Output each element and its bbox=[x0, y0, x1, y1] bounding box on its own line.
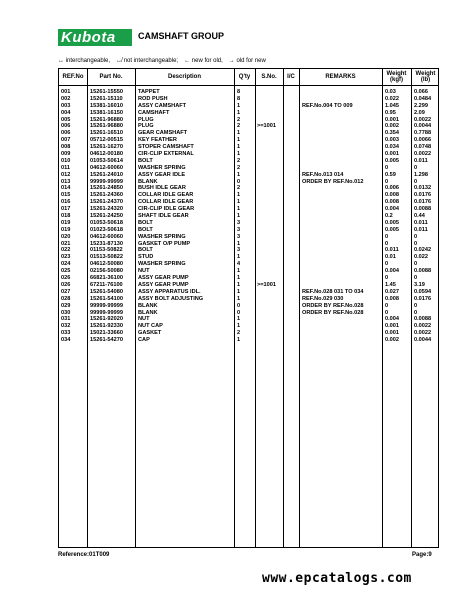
ref-cell: 023 bbox=[61, 254, 71, 261]
description-cell: CIR-CLIP EXTERNAL bbox=[138, 151, 194, 158]
ref-cell: 011 bbox=[61, 164, 71, 171]
part-no-cell: 15261-92020 bbox=[90, 316, 123, 323]
ref-cell: 014 bbox=[61, 185, 71, 192]
description-cell: ASSY GEAR PUMP bbox=[138, 281, 189, 288]
part-no-cell: 04612-50080 bbox=[90, 261, 123, 268]
weight-lb-cell: 0.011 bbox=[414, 157, 428, 164]
quantity-cell: 1 bbox=[237, 199, 241, 206]
quantity-cell: 3 bbox=[237, 247, 241, 254]
weight-kgf-cell: 0 bbox=[385, 302, 389, 309]
weight-kgf-cell: 0.005 bbox=[385, 157, 399, 164]
ref-cell: 013 bbox=[61, 178, 71, 185]
serial-no-cell: >=1001 bbox=[257, 123, 276, 130]
legend-not-interchangeable bbox=[116, 58, 178, 64]
description-cell: WASHER SPRING bbox=[138, 261, 186, 268]
part-no-cell: 15261-54080 bbox=[90, 288, 123, 295]
part-no-cell: 01053-50618 bbox=[90, 219, 123, 226]
header-description: Description bbox=[167, 74, 201, 80]
ref-cell: 024 bbox=[61, 261, 71, 268]
quantity-cell: 1 bbox=[237, 206, 241, 213]
weight-lb-cell: 0 bbox=[414, 240, 418, 247]
ref-cell: 025 bbox=[61, 268, 71, 275]
remarks-cell: ORDER BY REF.No.028 bbox=[302, 302, 364, 309]
weight-lb-cell: 0.7788 bbox=[414, 130, 432, 137]
description-cell: COLLAR IDLE GEAR bbox=[138, 199, 194, 206]
part-no-cell: 15261-24250 bbox=[90, 213, 123, 220]
part-no-cell: 99999-99999 bbox=[90, 178, 123, 185]
ref-cell: 028 bbox=[61, 295, 71, 302]
quantity-cell: 2 bbox=[237, 330, 241, 337]
table-row bbox=[59, 103, 438, 110]
description-cell: NUT CAP bbox=[138, 323, 163, 330]
description-cell: ASSY GEAR IDLE bbox=[138, 171, 186, 178]
table-row bbox=[59, 323, 438, 330]
ref-cell: 019 bbox=[61, 219, 71, 226]
quantity-cell: 1 bbox=[237, 281, 241, 288]
description-cell: CIR-CLIP IDLE GEAR bbox=[138, 206, 195, 213]
part-no-cell: 67211-76100 bbox=[90, 281, 123, 288]
description-cell: NUT bbox=[138, 316, 150, 323]
ref-cell: 012 bbox=[61, 171, 71, 178]
quantity-cell: 1 bbox=[237, 240, 241, 247]
description-cell: BLANK bbox=[138, 302, 158, 309]
part-no-cell: 01153-50822 bbox=[90, 247, 123, 254]
part-no-cell: 99999-99999 bbox=[90, 309, 123, 316]
weight-lb-cell: 0.0176 bbox=[414, 295, 432, 302]
page-number: Page:9 bbox=[412, 552, 432, 558]
part-no-cell: 15261-15110 bbox=[90, 95, 123, 102]
ref-cell: 021 bbox=[61, 240, 71, 247]
weight-kgf-cell: 0 bbox=[385, 261, 389, 268]
header-interchange: I/C bbox=[287, 74, 295, 80]
table-row bbox=[59, 117, 438, 124]
header-part-no: Part No. bbox=[99, 74, 123, 80]
header-quantity: Q'ty bbox=[238, 74, 251, 80]
ref-cell: 003 bbox=[61, 102, 71, 109]
description-cell: GASKET O/P PUMP bbox=[138, 240, 191, 247]
part-no-cell: 15261-96880 bbox=[90, 116, 123, 123]
ref-cell: 007 bbox=[61, 137, 71, 144]
ref-cell: 002 bbox=[61, 95, 71, 102]
weight-lb-cell: 0.0484 bbox=[414, 95, 432, 102]
ref-cell: 009 bbox=[61, 151, 71, 158]
quantity-cell: 0 bbox=[237, 178, 241, 185]
weight-kgf-cell: 0.002 bbox=[385, 337, 399, 344]
weight-kgf-cell: 0.354 bbox=[385, 130, 399, 137]
quantity-cell: 1 bbox=[237, 151, 241, 158]
description-cell: BOLT bbox=[138, 247, 153, 254]
header-weight-kgf: Weight (kgf) bbox=[386, 71, 407, 83]
kubota-logo: Kubota bbox=[58, 29, 132, 46]
description-cell: BOLT bbox=[138, 226, 153, 233]
weight-lb-cell: 2.09 bbox=[414, 109, 425, 116]
table-row bbox=[59, 130, 438, 137]
weight-lb-cell: 0.0022 bbox=[414, 323, 432, 330]
quantity-cell: 2 bbox=[237, 123, 241, 130]
table-row bbox=[59, 185, 438, 192]
part-no-cell: 05712-00515 bbox=[90, 137, 123, 144]
remarks-cell: REF.No.013 014 bbox=[302, 171, 344, 178]
description-cell: ASSY BOLT ADJUSTING bbox=[138, 295, 204, 302]
weight-lb-cell: 0 bbox=[414, 178, 418, 185]
description-cell: ASSY GEAR PUMP bbox=[138, 275, 189, 282]
interchange-legend bbox=[58, 58, 266, 64]
table-row bbox=[59, 316, 438, 323]
table-row bbox=[59, 151, 438, 158]
quantity-cell: 1 bbox=[237, 268, 241, 275]
weight-lb-cell: 0.0748 bbox=[414, 144, 432, 151]
weight-lb-cell: 0.44 bbox=[414, 213, 425, 220]
weight-lb-cell: 3.19 bbox=[414, 281, 425, 288]
ref-cell: 010 bbox=[61, 157, 71, 164]
quantity-cell: 1 bbox=[237, 337, 241, 344]
table-row bbox=[59, 137, 438, 144]
quantity-cell: 2 bbox=[237, 116, 241, 123]
table-row bbox=[59, 337, 438, 344]
quantity-cell: 1 bbox=[237, 213, 241, 220]
legend-text: not interchangeable; bbox=[123, 58, 179, 64]
weight-lb-cell: 1.298 bbox=[414, 171, 428, 178]
table-row bbox=[59, 110, 438, 117]
quantity-cell: 1 bbox=[237, 102, 241, 109]
weight-kgf-cell: 0.034 bbox=[385, 144, 399, 151]
quantity-cell: 3 bbox=[237, 219, 241, 226]
legend-interchangeable bbox=[58, 58, 110, 64]
legend-symbol: ↔ bbox=[58, 58, 64, 64]
part-no-cell: 15261-96880 bbox=[90, 123, 123, 130]
reference-code: Reference:01T009 bbox=[58, 552, 110, 558]
remarks-cell: REF.No.029 030 bbox=[302, 295, 344, 302]
table-row bbox=[59, 254, 438, 261]
part-no-cell: 01023-50618 bbox=[90, 226, 123, 233]
remarks-cell: ORDER BY REF.No.012 bbox=[302, 178, 364, 185]
quantity-cell: 1 bbox=[237, 275, 241, 282]
quantity-cell: 1 bbox=[237, 137, 241, 144]
ref-cell: 033 bbox=[61, 330, 71, 337]
description-cell: PLUG bbox=[138, 123, 154, 130]
table-row bbox=[59, 96, 438, 103]
ref-cell: 029 bbox=[61, 302, 71, 309]
weight-kgf-cell: 0.008 bbox=[385, 199, 399, 206]
weight-kgf-cell: 0.003 bbox=[385, 137, 399, 144]
weight-lb-cell: 0.011 bbox=[414, 219, 428, 226]
table-row bbox=[59, 310, 438, 317]
part-no-cell: 15261-54270 bbox=[90, 337, 123, 344]
part-no-cell: 15261-24360 bbox=[90, 192, 123, 199]
part-no-cell: 04612-60060 bbox=[90, 164, 123, 171]
table-row bbox=[59, 158, 438, 165]
part-no-cell: 15261-92330 bbox=[90, 323, 123, 330]
weight-kgf-cell: 0.03 bbox=[385, 89, 396, 95]
quantity-cell: 1 bbox=[237, 295, 241, 302]
table-row bbox=[59, 261, 438, 268]
weight-kgf-cell: 0.011 bbox=[385, 247, 399, 254]
weight-lb-cell: 0.0088 bbox=[414, 268, 432, 275]
weight-lb-cell: 0 bbox=[414, 309, 418, 316]
table-row bbox=[59, 89, 438, 96]
table-row bbox=[59, 123, 438, 130]
table-row bbox=[59, 330, 438, 337]
table-row bbox=[59, 268, 438, 275]
quantity-cell: 2 bbox=[237, 185, 241, 192]
part-no-cell: 15261-16270 bbox=[90, 144, 123, 151]
part-no-cell: 04612-00180 bbox=[90, 151, 123, 158]
table-row bbox=[59, 275, 438, 282]
table-row bbox=[59, 213, 438, 220]
ref-cell: 017 bbox=[61, 206, 71, 213]
weight-kgf-cell: 0.95 bbox=[385, 109, 396, 116]
ref-cell: 005 bbox=[61, 116, 71, 123]
weight-lb-cell: 0.0088 bbox=[414, 206, 432, 213]
weight-kgf-cell: 0.001 bbox=[385, 116, 399, 123]
quantity-cell: 1 bbox=[237, 316, 241, 323]
description-cell: ASSY APPARATUS IDL. bbox=[138, 288, 201, 295]
weight-kgf-cell: 0.008 bbox=[385, 295, 399, 302]
legend-text: interchangeable, bbox=[65, 58, 111, 64]
weight-kgf-cell: 0.004 bbox=[385, 206, 399, 213]
table-row bbox=[59, 172, 438, 179]
quantity-cell: 3 bbox=[237, 226, 241, 233]
quantity-cell: 1 bbox=[237, 144, 241, 151]
description-cell: CAP bbox=[138, 337, 150, 344]
quantity-cell: 0 bbox=[237, 302, 241, 309]
weight-lb-cell: 0.0132 bbox=[414, 185, 432, 192]
table-row bbox=[59, 234, 438, 241]
weight-lb-cell: 0.0022 bbox=[414, 330, 432, 337]
table-row bbox=[59, 206, 438, 213]
serial-no-cell: >=1001 bbox=[257, 281, 276, 288]
ref-cell: 032 bbox=[61, 323, 71, 330]
weight-kgf-cell: 0.005 bbox=[385, 219, 399, 226]
weight-lb-cell: 0.0044 bbox=[414, 337, 432, 344]
part-no-cell: 66821-36100 bbox=[90, 275, 123, 282]
ref-cell: 031 bbox=[61, 316, 71, 323]
part-no-cell: 15261-24320 bbox=[90, 206, 123, 213]
table-row bbox=[59, 289, 438, 296]
weight-lb-cell: 0 bbox=[414, 261, 418, 268]
quantity-cell: 2 bbox=[237, 164, 241, 171]
part-no-cell: 15261-24010 bbox=[90, 171, 123, 178]
ref-cell: 020 bbox=[61, 233, 71, 240]
part-no-cell: 15021-33660 bbox=[90, 330, 123, 337]
weight-kgf-cell: 0.001 bbox=[385, 151, 399, 158]
weight-lb-cell: 0 bbox=[414, 302, 418, 309]
table-row bbox=[59, 282, 438, 289]
description-cell: BLANK bbox=[138, 309, 158, 316]
weight-kgf-cell: 0.004 bbox=[385, 268, 399, 275]
table-row bbox=[59, 303, 438, 310]
description-cell: GEAR CAMSHAFT bbox=[138, 130, 188, 137]
table-row bbox=[59, 296, 438, 303]
weight-lb-cell: 2.299 bbox=[414, 102, 428, 109]
header-divider bbox=[59, 85, 438, 86]
weight-kgf-cell: 0.022 bbox=[385, 95, 399, 102]
table-row bbox=[59, 144, 438, 151]
table-row bbox=[59, 241, 438, 248]
table-row bbox=[59, 220, 438, 227]
part-no-cell: 15381-16010 bbox=[90, 102, 123, 109]
description-cell: CAMSHAFT bbox=[138, 109, 170, 116]
weight-kgf-cell: 0.2 bbox=[385, 213, 393, 220]
weight-kgf-cell: 0.01 bbox=[385, 254, 396, 261]
description-cell: TAPPET bbox=[138, 89, 160, 95]
weight-kgf-cell: 1.45 bbox=[385, 281, 396, 288]
header-ref-no: REF.No bbox=[62, 74, 84, 80]
weight-kgf-cell: 0 bbox=[385, 233, 389, 240]
part-no-cell: 15381-16150 bbox=[90, 109, 123, 116]
weight-kgf-cell: 0.002 bbox=[385, 123, 399, 130]
remarks-cell: REF.No.004 TO 009 bbox=[302, 102, 353, 109]
header-remarks: REMARKS bbox=[325, 74, 356, 80]
quantity-cell: 1 bbox=[237, 130, 241, 137]
weight-kgf-cell: 0.005 bbox=[385, 226, 399, 233]
table-row bbox=[59, 227, 438, 234]
quantity-cell: 4 bbox=[237, 261, 241, 268]
weight-lb-cell: 0.022 bbox=[414, 254, 428, 261]
weight-lb-cell: 0.066 bbox=[414, 89, 428, 95]
part-no-cell: 04612-60060 bbox=[90, 233, 123, 240]
remarks-cell: REF.No.028 031 TO 034 bbox=[302, 288, 364, 295]
quantity-cell: 0 bbox=[237, 309, 241, 316]
ref-cell: 016 bbox=[61, 199, 71, 206]
part-no-cell: 99999-99999 bbox=[90, 302, 123, 309]
weight-lb-cell: 0.0242 bbox=[414, 247, 432, 254]
ref-cell: 027 bbox=[61, 288, 71, 295]
weight-kgf-cell: 0.006 bbox=[385, 185, 399, 192]
weight-lb-cell: 0.0594 bbox=[414, 288, 432, 295]
table-row bbox=[59, 247, 438, 254]
table-row bbox=[59, 165, 438, 172]
weight-lb-cell: 0 bbox=[414, 233, 418, 240]
description-cell: COLLAR IDLE GEAR bbox=[138, 192, 194, 199]
ref-cell: 004 bbox=[61, 109, 71, 116]
description-cell: KEY FEATHER bbox=[138, 137, 177, 144]
weight-lb-cell: 0.0176 bbox=[414, 199, 432, 206]
weight-kgf-cell: 0.004 bbox=[385, 316, 399, 323]
legend-old-for-new bbox=[229, 58, 266, 64]
weight-lb-cell: 0.0022 bbox=[414, 151, 432, 158]
part-no-cell: 15261-54100 bbox=[90, 295, 123, 302]
part-no-cell: 15231-87130 bbox=[90, 240, 123, 247]
page-title: CAMSHAFT GROUP bbox=[138, 31, 224, 41]
part-no-cell: 15261-24850 bbox=[90, 185, 123, 192]
table-row bbox=[59, 199, 438, 206]
ref-cell: 022 bbox=[61, 247, 71, 254]
parts-rows bbox=[59, 89, 438, 344]
ref-cell: 026 bbox=[61, 275, 71, 282]
legend-symbol: ↮ bbox=[116, 58, 123, 64]
quantity-cell: 2 bbox=[237, 157, 241, 164]
watermark: www.epcatalogs.com bbox=[262, 571, 412, 586]
ref-cell: 019 bbox=[61, 226, 71, 233]
part-no-cell: 15261-16510 bbox=[90, 130, 123, 137]
description-cell: WASHER SPRING bbox=[138, 164, 186, 171]
ref-cell: 008 bbox=[61, 144, 71, 151]
quantity-cell: 1 bbox=[237, 323, 241, 330]
table-row bbox=[59, 179, 438, 186]
weight-kgf-cell: 0 bbox=[385, 275, 389, 282]
weight-lb-cell: 0.011 bbox=[414, 226, 428, 233]
part-no-cell: 15261-24370 bbox=[90, 199, 123, 206]
weight-lb-cell: 0.0088 bbox=[414, 316, 432, 323]
header-weight-lb: Weight (lb) bbox=[415, 71, 436, 83]
quantity-cell: 8 bbox=[237, 95, 241, 102]
table-row bbox=[59, 192, 438, 199]
quantity-cell: 1 bbox=[237, 254, 241, 261]
weight-kgf-cell: 0.001 bbox=[385, 330, 399, 337]
description-cell: ASSY CAMSHAFT bbox=[138, 102, 187, 109]
header-serial-no: S.No. bbox=[261, 74, 277, 80]
ref-cell: 026 bbox=[61, 281, 71, 288]
quantity-cell: 3 bbox=[237, 233, 241, 240]
ref-cell: 006 bbox=[61, 123, 71, 130]
weight-lb-cell: 0.0176 bbox=[414, 192, 432, 199]
description-cell: ROD PUSH bbox=[138, 95, 168, 102]
weight-kgf-cell: 0.59 bbox=[385, 171, 396, 178]
weight-lb-cell: 0 bbox=[414, 164, 418, 171]
ref-cell: 034 bbox=[61, 337, 71, 344]
ref-cell: 015 bbox=[61, 192, 71, 199]
part-no-cell: 01053-50614 bbox=[90, 157, 123, 164]
weight-kgf-cell: 0 bbox=[385, 178, 389, 185]
description-cell: BOLT bbox=[138, 219, 153, 226]
description-cell: SHAFT IDLE GEAR bbox=[138, 213, 189, 220]
quantity-cell: 8 bbox=[237, 89, 241, 95]
weight-kgf-cell: 0 bbox=[385, 164, 389, 171]
legend-symbol: → bbox=[228, 58, 235, 64]
description-cell: STUD bbox=[138, 254, 154, 261]
weight-kgf-cell: 0 bbox=[385, 240, 389, 247]
description-cell: STOPER CAMSHAFT bbox=[138, 144, 194, 151]
quantity-cell: 1 bbox=[237, 288, 241, 295]
weight-lb-cell: 0 bbox=[414, 275, 418, 282]
weight-kgf-cell: 1.045 bbox=[385, 102, 399, 109]
ref-cell: 001 bbox=[61, 89, 71, 95]
weight-lb-cell: 0.0066 bbox=[414, 137, 432, 144]
description-cell: NUT bbox=[138, 268, 150, 275]
ref-cell: 030 bbox=[61, 309, 71, 316]
weight-kgf-cell: 0 bbox=[385, 309, 389, 316]
weight-kgf-cell: 0.027 bbox=[385, 288, 399, 295]
remarks-cell: ORDER BY REF.No.028 bbox=[302, 309, 364, 316]
description-cell: BLANK bbox=[138, 178, 158, 185]
quantity-cell: 1 bbox=[237, 171, 241, 178]
part-no-cell: 02156-50080 bbox=[90, 268, 123, 275]
parts-table bbox=[58, 68, 439, 548]
weight-kgf-cell: 0.001 bbox=[385, 323, 399, 330]
part-no-cell: 15261-15550 bbox=[90, 89, 123, 95]
ref-cell: 018 bbox=[61, 213, 71, 220]
weight-lb-cell: 0.0044 bbox=[414, 123, 432, 130]
legend-text: new for old, bbox=[191, 58, 223, 64]
description-cell: WASHER SPRING bbox=[138, 233, 186, 240]
weight-kgf-cell: 0.008 bbox=[385, 192, 399, 199]
description-cell: BUSH IDLE GEAR bbox=[138, 185, 186, 192]
ref-cell: 006 bbox=[61, 130, 71, 137]
description-cell: GASKET bbox=[138, 330, 162, 337]
description-cell: BOLT bbox=[138, 157, 153, 164]
weight-lb-cell: 0.0022 bbox=[414, 116, 432, 123]
description-cell: PLUG bbox=[138, 116, 154, 123]
legend-new-for-old bbox=[184, 58, 223, 64]
quantity-cell: 1 bbox=[237, 109, 241, 116]
legend-text: old for new bbox=[236, 58, 266, 64]
legend-symbol: ← bbox=[184, 58, 191, 64]
part-no-cell: 01513-50822 bbox=[90, 254, 123, 261]
quantity-cell: 1 bbox=[237, 192, 241, 199]
